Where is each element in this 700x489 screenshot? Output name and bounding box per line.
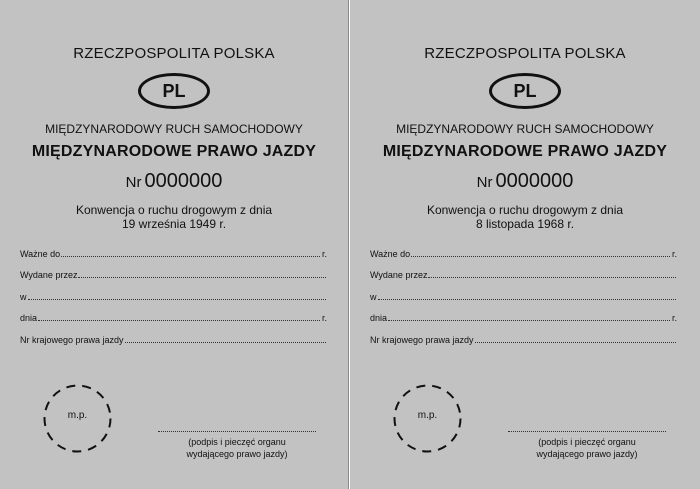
fill-line [378, 292, 677, 300]
convention-line-1: Konwencja o ruchu drogowym z dnia [75, 203, 273, 217]
stamp-area [42, 383, 113, 454]
number-value: 0000000 [144, 170, 223, 192]
convention-reference [350, 203, 700, 231]
number-value: 0000000 [495, 170, 574, 192]
field-label: Wydane przez [20, 270, 78, 281]
field-issued-by [370, 270, 677, 291]
number-prefix: Nr [476, 174, 493, 191]
field-valid-until [20, 249, 327, 270]
field-place [370, 292, 677, 313]
field-suffix: r. [321, 313, 327, 324]
field-national-license [370, 335, 677, 356]
field-date [370, 313, 677, 334]
field-label: w [20, 291, 27, 302]
field-issued-by [20, 270, 327, 291]
country-code-oval [138, 73, 210, 109]
country-code-oval [489, 73, 561, 109]
field-national-license [20, 335, 327, 356]
fill-line [78, 270, 326, 278]
signature-caption [508, 436, 666, 460]
field-date [20, 313, 327, 334]
signature-caption [158, 436, 316, 460]
convention-line-2: 8 listopada 1968 r. [475, 217, 575, 231]
field-valid-until [370, 249, 677, 270]
convention-line-2: 19 września 1949 r. [121, 217, 227, 231]
fill-line [475, 335, 676, 343]
field-label: w [370, 291, 377, 302]
movement-heading: MIĘDZYNARODOWY RUCH SAMOCHODOWY [396, 122, 654, 136]
document-title: MIĘDZYNARODOWE PRAWO JAZDY [31, 143, 317, 160]
convention-reference [0, 203, 348, 231]
form-fields [20, 249, 327, 356]
signature-caption-line-2: wydającego prawo jazdy) [186, 449, 288, 459]
signature-line [158, 431, 316, 432]
license-page-1968 [350, 0, 700, 489]
number-prefix: Nr [125, 174, 142, 191]
form-fields [370, 249, 677, 356]
field-label: Nr krajowego prawa jazdy [370, 334, 474, 345]
field-label: dnia [370, 313, 388, 324]
fill-line [428, 270, 676, 278]
field-suffix: r. [321, 249, 327, 259]
country-code: PL [162, 80, 186, 101]
license-page-1949 [0, 0, 349, 489]
document-number [0, 170, 348, 193]
fill-line [61, 249, 320, 257]
country-heading: RZECZPOSPOLITA POLSKA [73, 45, 275, 62]
document-title: MIĘDZYNARODOWE PRAWO JAZDY [382, 143, 668, 160]
field-label: Ważne do [370, 249, 411, 259]
field-label: Wydane przez [370, 270, 428, 281]
signature-caption-line-1: (podpis i pieczęć organu [538, 437, 636, 447]
fill-line [28, 292, 327, 300]
fill-line [388, 313, 670, 321]
stamp-label: m.p. [417, 410, 438, 421]
field-label: Nr krajowego prawa jazdy [20, 334, 124, 345]
stamp-area [392, 383, 463, 454]
signature-caption-line-2: wydającego prawo jazdy) [536, 449, 638, 459]
country-code: PL [513, 80, 537, 101]
country-heading: RZECZPOSPOLITA POLSKA [424, 45, 626, 62]
fill-line [125, 335, 326, 343]
stamp-label: m.p. [67, 410, 88, 421]
document-number [350, 170, 700, 193]
signature-caption-line-1: (podpis i pieczęć organu [188, 437, 286, 447]
signature-line [508, 431, 666, 432]
field-suffix: r. [671, 249, 677, 259]
fill-line [38, 313, 320, 321]
field-suffix: r. [671, 313, 677, 324]
convention-line-1: Konwencja o ruchu drogowym z dnia [426, 203, 624, 217]
movement-heading: MIĘDZYNARODOWY RUCH SAMOCHODOWY [45, 122, 303, 136]
field-place [20, 292, 327, 313]
fill-line [411, 249, 670, 257]
field-label: dnia [20, 313, 38, 324]
field-label: Ważne do [20, 249, 61, 259]
